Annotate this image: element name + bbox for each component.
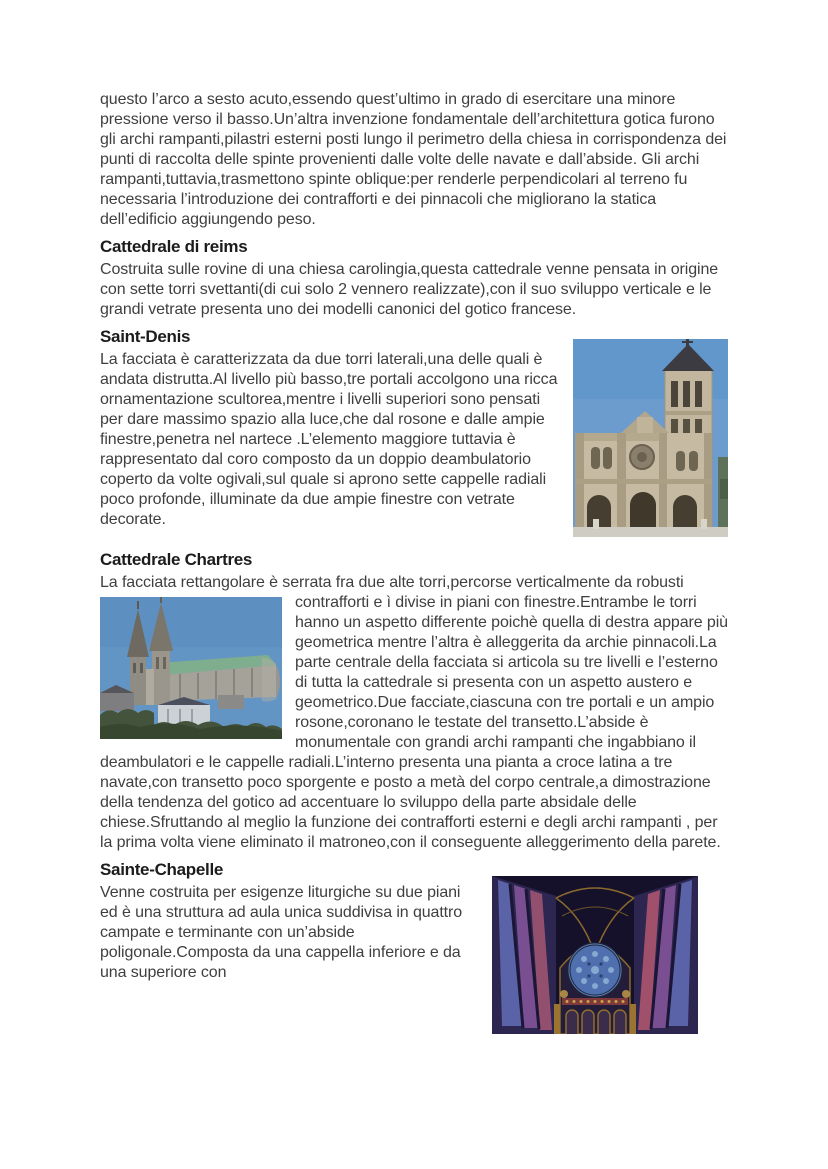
chartres-heading: Cattedrale Chartres	[100, 550, 253, 569]
chartres-text-before-image: La facciata rettangolare è serrata fra due alte torri,percorse verticalmente da	[100, 574, 637, 591]
saint-denis-photo	[573, 339, 728, 537]
chartres-photo	[100, 597, 282, 739]
document-content	[100, 90, 728, 1040]
section-chartres	[100, 550, 728, 853]
sainte-chapelle-paragraph: Venne costruita per esigenze liturgiche su due piani ed è una struttura ad aula unica suddivisa in quattro campate e terminante con un’abside poligonale.Composta da una cappella inferiore e da una superiore con	[100, 884, 463, 981]
sainte-chapelle-photo	[492, 876, 698, 1034]
chartres-text-after-image: robusti contrafforti e ì divise in piani con finestre.Entrambe le torri hanno un aspetto differente poichè quella di destra appare più geometrica mentre l’altra è alleggerita da archie pinnacoli.La parte centrale della facciata si articola su tre livelli e l’esterno di tutta la cattedrale si presenta con un aspetto austero e geometrico.Due facciate,ciascuna con tre portali e un ampio rosone,coronano le testate del transetto.L’abside è monumentale con grandi archi rampanti che ingabbiano il deambulatori e le cappelle radiali.L’interno presenta una pianta a croce latina a tre navate,con transetto poco sporgente e posto a metà del corpo centrale,a dimostrazione della tendenza del gotico ad accentuare lo sviluppo della parte absidale delle chiese.Sfruttando al meglio la funzione dei contrafforti esterni e degli archi rampanti , per la prima volta viene eliminato il matroneo,con il conseguente alleggerimento della parete.	[100, 574, 728, 851]
saint-denis-heading: Saint-Denis	[100, 327, 191, 346]
saint-denis-paragraph: La facciata è caratterizzata da due torri laterali,una delle quali è andata distrutta.Al livello più basso,tre portali accolgono una ricca ornamentazione scultorea,mentre i livelli superiori sono pensati per dare massimo spazio alla luce,che dal rosone e dalle ampie finestre,penetra nel nartece .L’elemento maggiore tuttavia è rappresentato dal coro composto da un doppio deambulatorio coperto da volte ogivali,sul quale si aprono sette cappelle radiali poco profonde, illuminate da due ampie finestre con vetrate decorate.	[100, 351, 558, 528]
reims-heading: Cattedrale di reims	[100, 237, 248, 256]
chartres-paragraph	[100, 573, 728, 853]
section-saint-denis	[100, 327, 728, 543]
section-sainte-chapelle	[100, 860, 728, 1040]
reims-paragraph: Costruita sulle rovine di una chiesa carolingia,questa cattedrale venne pensata in origine con sette torri svettanti(di cui solo 2 vennero realizzate),con il suo sviluppo verticale e le grandi vetrate presenta uno dei modelli canonici del gotico francese.	[100, 261, 719, 318]
sainte-chapelle-heading: Sainte-Chapelle	[100, 860, 224, 879]
intro-paragraph: questo l’arco a sesto acuto,essendo quest’ultimo in grado di esercitare una minore pressione verso il basso.Un’altra invenzione fondamentale dell’architettura gotica furono gli archi rampanti,pilastri esterni posti lungo il perimetro della chiesa in corrispondenza dei punti di raccolta delle spinte provenienti dalle volte delle navate e dall’abside. Gli archi rampanti,tuttavia,trasmettono spinte oblique:per renderle perpendicolari al terreno fu necessaria l’introduzione dei contrafforti e dei pinnacoli che migliorano la statica dell’edificio aggiungendo peso.	[100, 91, 727, 228]
section-reims	[100, 237, 728, 320]
